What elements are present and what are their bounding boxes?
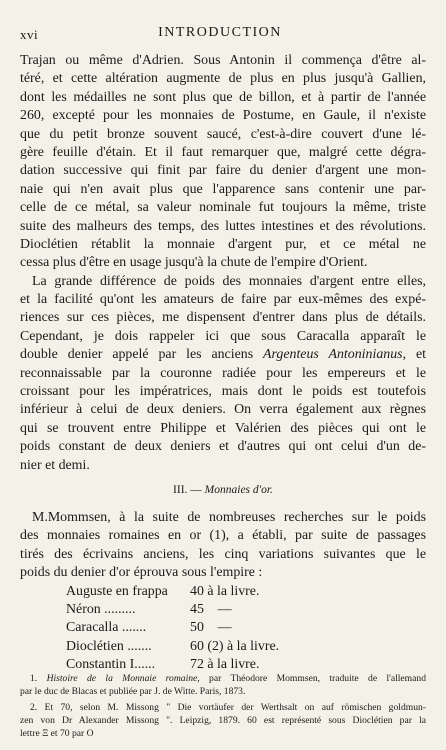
footnote-line: par le duc de Blacas et publiée par J. de Witte. Paris, 1873.: [20, 686, 246, 697]
text-line: téré, et cette altération augmente de plus en plus jusqu'à Gallien,: [20, 71, 426, 87]
section-title: Monnaies d'or.: [204, 483, 273, 496]
text-line: qui se trouvent entre Philippe et Valérien des pièces qui ont le: [20, 420, 426, 436]
text-line: inférieur à celui de deux deniers. On verra également aux règnes: [20, 402, 426, 418]
footnote-line: lettre Ξ et 70 par O: [20, 728, 94, 739]
text-line: dation successive qui finit par faire du denier d'argent une mon-: [20, 163, 426, 179]
paragraph-1: [20, 52, 426, 273]
text-line: dont les médailles ne sont plus que de billon, et à partir de l'année: [20, 89, 426, 105]
text-line: tirés des écrivains anciens, les cinq variations suivantes que le: [20, 546, 426, 562]
footnote-line: [20, 672, 426, 685]
footnote-line: 2. Et 70, selon M. Missong " Die vortäufer der Werthsalt on auf römischen goldmun-: [30, 702, 426, 713]
text-line: celle de ce métal, sa valeur nominale fut toujours la même, triste: [20, 200, 426, 216]
text-run: , et: [402, 347, 426, 363]
footnote-number: 1.: [30, 673, 38, 684]
paragraph-3: [20, 509, 426, 583]
list-item: [66, 601, 426, 619]
text-line: gère feuille d'étain. Et il faut remarquer que, malgré cette dégra-: [20, 144, 426, 160]
footnote-1: [20, 672, 426, 698]
running-title: INTRODUCTION: [158, 25, 282, 40]
weight-value: 45 —: [190, 601, 232, 617]
weight-value: 72 à la livre.: [190, 657, 260, 673]
text-line: suite des malheurs des temps, des luttes intestines et des révolutions.: [20, 218, 426, 234]
text-line: cessa plus d'être en usage jusqu'à la chute de l'empire d'Orient.: [20, 255, 368, 271]
text-line: des monnaies romaines en or (1), a établi, par suite de passages: [20, 528, 426, 544]
text-line: La grande différence de poids des monnaies d'argent entre elles,: [32, 273, 426, 289]
emperor-name: Constantin I......: [66, 657, 156, 673]
text-line: et la facilité qu'ont les amateurs de faire par eux-mêmes des expé-: [20, 292, 426, 308]
weight-list: [66, 583, 426, 675]
list-item: [66, 638, 426, 656]
text-line: poids du denier d'or éprouva sous l'empire :: [20, 565, 263, 581]
section-heading: [20, 481, 426, 499]
weight-value: 40 à la livre.: [190, 583, 260, 599]
text-line: poids constant de deux deniers et d'autres qui ont celui d'un de-: [20, 439, 426, 455]
weight-value: 60 (2) à la livre.: [190, 638, 280, 654]
text-line: 260, excepté pour les monnaies de Postume, en Gaule, il n'existe: [20, 108, 426, 124]
text-line: reconnaissable par la couronne radiée pour les empereurs et le: [20, 365, 426, 381]
emperor-name: Dioclétien .......: [66, 638, 152, 654]
text-line: croissant pour les impératrices, mais dont le poids est toutefois: [20, 384, 426, 400]
text-run: par Théodore Mommsen, traduite de l'allemand: [199, 673, 426, 684]
text-line: nier et demi.: [20, 457, 90, 473]
italic-term: Argenteus Antoninianus: [263, 347, 403, 363]
text-line: naie qui n'en avait plus que l'apparence sans contenir une par-: [20, 181, 426, 197]
weight-value: 50 —: [190, 620, 232, 636]
emperor-name: Auguste en frappa: [66, 583, 168, 599]
list-item: [66, 583, 426, 601]
footnote-line: zen von Dr Alexander Missong ". Leipzig, 1879. 60 est représenté sous Dioclétien par la: [20, 715, 426, 726]
text-line: riences sur ces pièces, me dispensent d'entrer dans plus de détails.: [20, 310, 426, 326]
text-line: Trajan ou même d'Adrien. Sous Antonin il commença d'être al-: [20, 53, 426, 68]
emperor-name: Caracalla .......: [66, 620, 147, 636]
text-run: double denier appelé par les anciens: [20, 347, 254, 363]
section-number: III. —: [173, 483, 202, 496]
text-line: Dioclétien rétablit la monnaie d'argent pur, et ce métal ne: [20, 236, 426, 252]
text-line-with-italic: [20, 346, 426, 364]
running-header: [20, 25, 420, 45]
paragraph-2: [20, 273, 426, 475]
footnote-2: [20, 701, 426, 740]
text-line: M.Mommsen, à la suite de nombreuses recherches sur le poids: [32, 509, 426, 525]
text-line: Cependant, je dois rappeler ici que sous Caracalla apparaît le: [20, 328, 426, 344]
list-item: [66, 619, 426, 637]
footnote-title: Histoire de la Monnaie romaine,: [46, 673, 200, 684]
text-line: que du petit bronze souvent saucé, c'est-à-dire couvert d'une lé-: [20, 126, 426, 142]
page-body: [20, 52, 426, 675]
emperor-name: Néron .........: [66, 601, 136, 617]
page-number: xvi: [20, 27, 39, 42]
